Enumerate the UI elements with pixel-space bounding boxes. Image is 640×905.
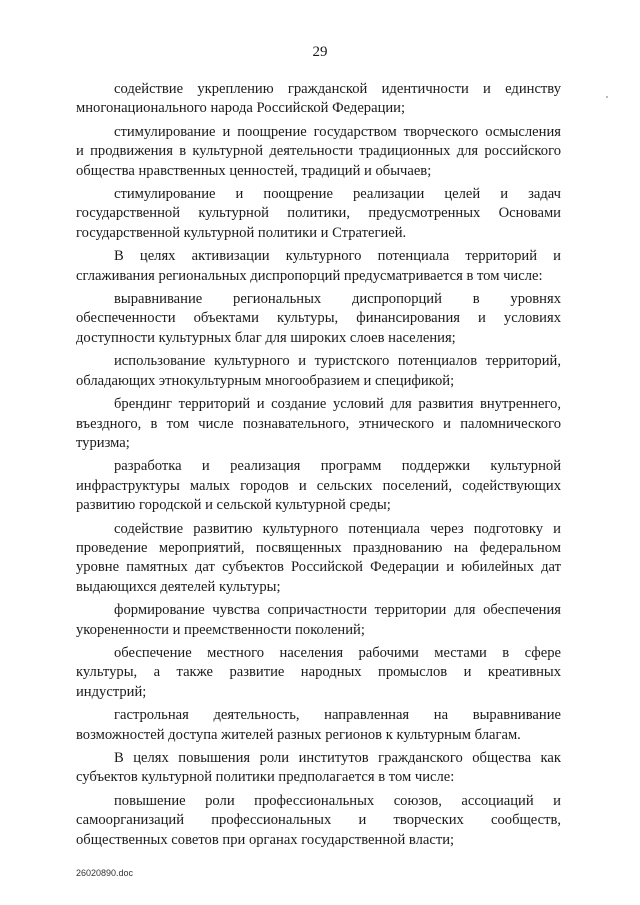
text-line: общественных советов при органах государственной власти; [76, 831, 455, 848]
paragraph [76, 123, 561, 181]
text-line: индустрий; [76, 683, 147, 700]
text-line: стимулирование и поощрение государством творческого осмысления [114, 123, 561, 140]
text-line: укорененности и преемственности поколений; [76, 621, 365, 638]
paragraph [76, 749, 561, 788]
paragraph [76, 290, 561, 348]
text-line: многонационального народа Российской Федерации; [76, 100, 406, 117]
text-line: доступности культурных благ для широких слоев населения; [76, 329, 456, 346]
text-line: инфраструктуры малых городов и сельских поселений, содействующих [76, 477, 561, 494]
paragraph [76, 247, 561, 286]
text-line: развитию городской и сельской культурной среды; [76, 497, 391, 514]
scan-mark [606, 96, 608, 98]
text-line: сглаживания региональных диспропорций предусматривается в том числе: [76, 267, 543, 284]
text-line: и продвижения в культурной деятельности традиционных для российского [76, 143, 561, 160]
text-line: обладающих этнокультурным многообразием и спецификой; [76, 372, 455, 389]
text-line: возможностей доступа жителей разных регионов к культурным благам. [76, 726, 521, 743]
text-line: проведение мероприятий, посвященных празднованию на федеральном [76, 539, 561, 556]
text-line: формирование чувства сопричастности территории для обеспечения [114, 602, 561, 619]
text-line: обеспеченности объектами культуры, финансирования и условиях [76, 310, 561, 327]
paragraph [76, 644, 561, 702]
text-line: повышение роли профессиональных союзов, ассоциаций и [114, 792, 561, 809]
text-line: самоорганизаций профессиональных и творческих сообществ, [76, 812, 561, 829]
text-line: содействие развитию культурного потенциала через подготовку и [114, 520, 561, 537]
text-line: В целях активизации культурного потенциала территорий и [114, 248, 561, 265]
text-line: уровне памятных дат субъектов Российской Федерации и юбилейных дат [76, 559, 561, 576]
document-body [76, 80, 561, 850]
paragraph [76, 457, 561, 515]
text-line: субъектов культурной политики предполагается в том числе: [76, 769, 455, 786]
paragraph [76, 185, 561, 243]
paragraph [76, 395, 561, 453]
text-line: выдающихся деятелей культуры; [76, 578, 281, 595]
paragraph [76, 706, 561, 745]
text-line: выравнивание региональных диспропорций в уровнях [114, 291, 561, 308]
paragraph [76, 601, 561, 640]
paragraph [76, 792, 561, 850]
text-line: государственной культурной политики, предусмотренных Основами [76, 205, 561, 222]
text-line: туризма; [76, 434, 130, 451]
paragraph [76, 80, 561, 119]
text-line: общества нравственных ценностей, традиций и обычаев; [76, 162, 432, 179]
text-line: въездного, в том числе познавательного, этнического и паломнического [76, 415, 561, 432]
paragraph [76, 520, 561, 598]
text-line: В целях повышения роли институтов гражданского общества как [114, 750, 561, 766]
text-line: разработка и реализация программ поддержки культурной [114, 458, 561, 475]
text-line: стимулирование и поощрение реализации целей и задач [114, 186, 561, 203]
text-line: использование культурного и туристского потенциалов территорий, [114, 353, 561, 370]
text-line: содействие укреплению гражданской идентичности и единству [114, 81, 561, 97]
text-line: культуры, а также развитие народных промыслов и креативных [76, 664, 561, 681]
text-line: обеспечение местного населения рабочими местами в сфере [114, 644, 561, 661]
paragraph [76, 352, 561, 391]
text-line: брендинг территорий и создание условий для развития внутреннего, [114, 396, 561, 413]
page-number: 29 [312, 44, 328, 60]
text-line: государственной культурной политики и Стратегией. [76, 224, 407, 241]
text-line: гастрольная деятельность, направленная на выравнивание [114, 707, 561, 724]
document-filename: 26020890.doc [76, 868, 134, 878]
